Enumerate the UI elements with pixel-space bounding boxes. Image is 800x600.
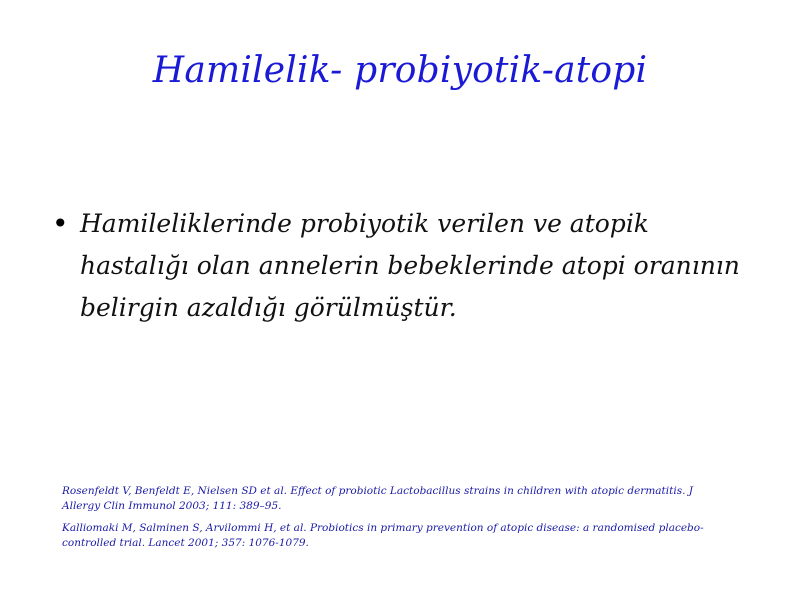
slide-title: Hamilelik- probiyotik-atopi [152, 50, 648, 91]
bullet-text: Hamileliklerinde probiyotik verilen ve atopik hastalığı olan annelerin bebeklerinde atopi oranının belirgin azaldığı görülmüştür. [80, 209, 740, 322]
bullet-list-item [52, 203, 742, 329]
reference-item: Rosenfeldt V, Benfeldt E, Nielsen SD et al. Effect of probiotic Lactobacillus strains in children with atopic dermatitis. J Allergy Clin Immunol 2003; 111: 389–95. [62, 485, 693, 512]
bullet-marker: • [52, 207, 69, 240]
references [62, 484, 727, 558]
reference-item: Kalliomaki M, Salminen S, Arvilommi H, et al. Probiotics in primary prevention of atopic disease: a randomised placebo-controlled trial. Lancet 2001; 357: 1076-1079. [62, 522, 704, 549]
